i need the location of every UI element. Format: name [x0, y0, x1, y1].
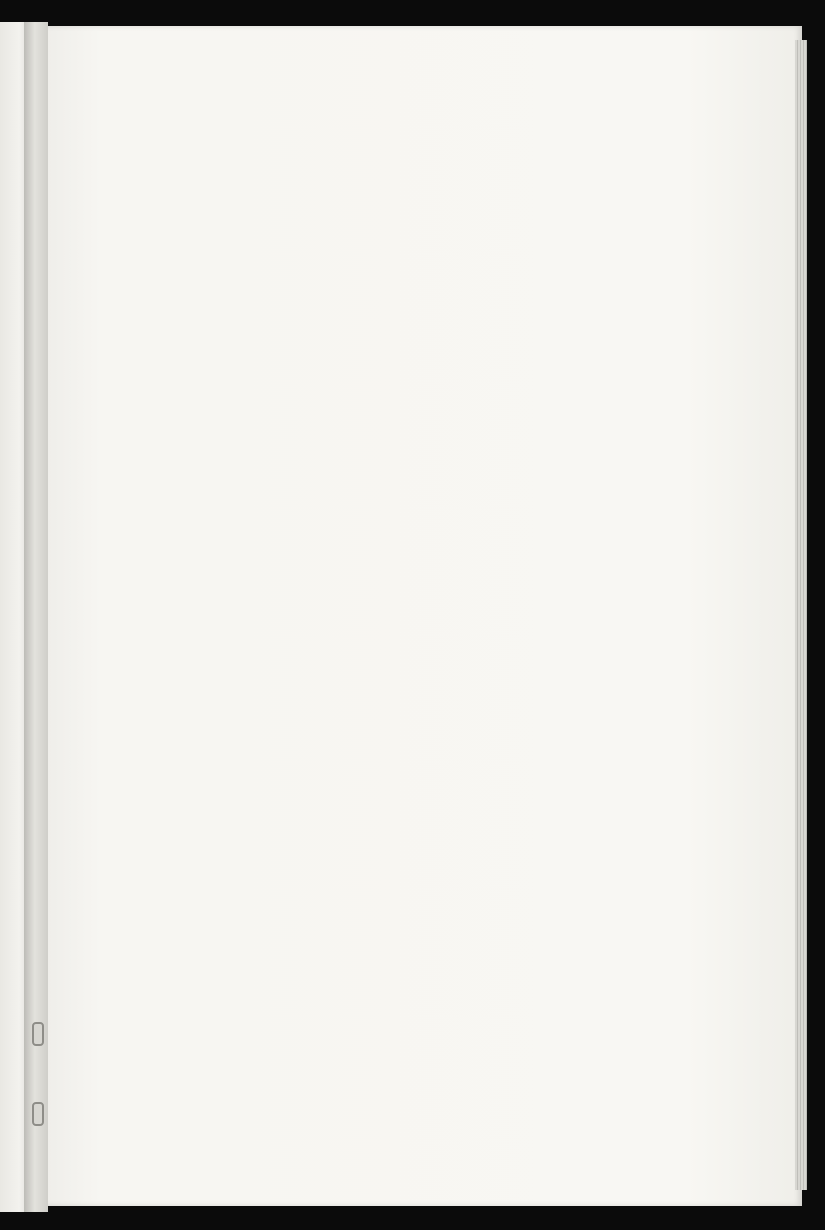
binding-stitch	[32, 1102, 44, 1126]
book-page	[40, 26, 802, 1206]
book-binding	[24, 22, 48, 1212]
binding-stitch	[32, 1022, 44, 1046]
page-stack-edges	[795, 40, 807, 1190]
